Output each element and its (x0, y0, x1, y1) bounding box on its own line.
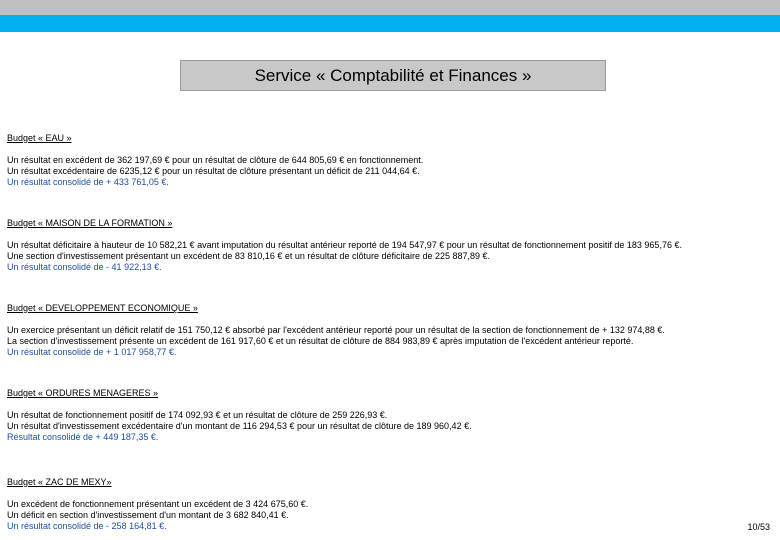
section-line: Un déficit en section d'investissement d'un montant de 3 682 840,41 €. (7, 510, 289, 520)
section-line: Un résultat de fonctionnement positif de 174 092,93 € et un résultat de clôture de 259 226,93 €. (7, 410, 388, 420)
section-line: Un excédent de fonctionnement présentant un excédent de 3 424 675,60 €. (7, 499, 309, 509)
consolidated-result: Résultat consolidé de + 449 187,35 €. (7, 432, 159, 442)
top-blue-band (0, 15, 780, 32)
budget-section-eau (7, 133, 767, 188)
section-heading: Budget « MAISON DE LA FORMATION » (7, 218, 173, 228)
page-number: 10/53 (747, 522, 770, 532)
consolidated-result: Un résultat consolidé de - 41 922,13 €. (7, 262, 162, 272)
section-line: Une section d'investissement présentant un excédent de 83 810,16 € et un résultat de clôture déficitaire de 225 887,89 €. (7, 251, 491, 261)
consolidated-result: Un résultat consolidé de + 1 017 958,77 €. (7, 347, 177, 357)
section-line: Un exercice présentant un déficit relatif de 151 750,12 € absorbé par l'excédent antérieur reporté pour un résultat de la section de fonctionnement de + 132 974,88 €. (7, 325, 665, 335)
section-line: Un résultat excédentaire de 6235,12 € pour un résultat de clôture présentant un déficit de 211 044,64 €. (7, 166, 420, 176)
page-title: Service « Comptabilité et Finances » (254, 65, 532, 85)
consolidated-result: Un résultat consolidé de + 433 761,05 €. (7, 177, 169, 187)
section-line: Un résultat en excédent de 362 197,69 € pour un résultat de clôture de 644 805,69 € en fonctionnement. (7, 155, 424, 165)
section-line: La section d'investissement présente un excédent de 161 917,60 € et un résultat de clôture de 884 983,89 € après imputation de l'excédent antérieur reporté. (7, 336, 634, 346)
section-heading: Budget « ZAC DE MEXY» (7, 477, 112, 487)
consolidated-result: Un résultat consolidé de - 258 164,81 €. (7, 521, 167, 531)
section-line: Un résultat d'investissement excédentaire d'un montant de 116 294,53 € pour un résultat de clôture de 189 960,42 €. (7, 421, 472, 431)
page-title-box (180, 60, 606, 91)
section-line: Un résultat déficitaire à hauteur de 10 582,21 € avant imputation du résultat antérieur reporté de 194 547,97 € pour un résultat de fonctionnement positif de 183 965,76 €. (7, 240, 682, 250)
top-gray-band (0, 0, 780, 15)
budget-section-developpement-economique (7, 303, 767, 358)
section-heading: Budget « DEVELOPPEMENT ECONOMIQUE » (7, 303, 198, 313)
section-heading: Budget « ORDURES MENAGERES » (7, 388, 159, 398)
budget-section-ordures-menageres (7, 388, 767, 443)
budget-section-maison-formation (7, 218, 767, 273)
budget-section-zac-mexy (7, 477, 767, 532)
section-heading: Budget « EAU » (7, 133, 72, 143)
